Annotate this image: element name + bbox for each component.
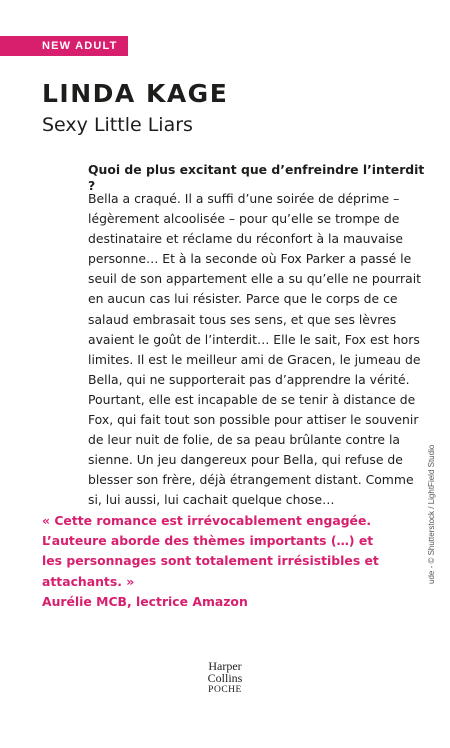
quote-line: « Cette romance est irrévocablement engagée. [42, 513, 372, 528]
series-tag: NEW ADULT [0, 36, 128, 56]
quote-line: L’auteure aborde des thèmes importants (…) et [42, 533, 374, 549]
synopsis-line: si, lui aussi, lui cachait quelque chose… [88, 492, 335, 508]
review-quote [42, 511, 402, 612]
synopsis-line: blesser son frère, déjà étrangement distant. Comme [88, 472, 414, 488]
synopsis-line: salaud embrasait tous ses sens, et que ses lèvres [88, 311, 397, 327]
author-name: LINDA KAGE [42, 79, 229, 108]
publisher-logo [180, 660, 270, 696]
synopsis [88, 189, 428, 511]
book-title: Sexy Little Liars [42, 114, 193, 136]
logo-line-collins: Collins [207, 671, 243, 685]
synopsis-line: Pourtant, elle est incapable de se tenir à distance de [88, 391, 416, 407]
synopsis-line: de leur nuit de folie, de sa peau brûlante contre la [88, 432, 401, 448]
photo-credit: ude - © Shutterstock / LightField Studio [427, 444, 436, 584]
synopsis-line: Bella, qui ne supporterait pas d’apprendre la vérité. [88, 371, 410, 387]
synopsis-line: destinataire et réclame du réconfort à la mauvaise [88, 231, 403, 247]
quote-attribution: Aurélie MCB, lectrice Amazon [42, 593, 248, 609]
synopsis-line: seuil de son appartement elle a su qu’elle ne pourrait [88, 271, 421, 287]
synopsis-line: Fox, qui fait tout son possible pour attiser le souvenir [88, 412, 419, 428]
synopsis-line: sienne. Un jeu dangereux pour Bella, qui refuse de [88, 452, 403, 468]
tagline: Quoi de plus excitant que d’enfreindre l’interdit ? [88, 162, 425, 193]
logo-line-harper: Harper [208, 659, 242, 673]
synopsis-line: Bella a craqué. Il a suffi d’une soirée de déprime – [88, 191, 400, 206]
synopsis-line: légèrement alcoolisée – pour qu’elle se trompe de [88, 211, 400, 227]
synopsis-line: en aucun cas lui résister. Parce que le corps de ce [88, 291, 398, 307]
synopsis-line: limites. Il est le meilleur ami de Gracen, le jumeau de [88, 351, 421, 367]
synopsis-line: personne… Et à la seconde où Fox Parker a passé le [88, 251, 412, 267]
quote-line: attachants. » [42, 573, 135, 589]
logo-line-poche: POCHE [208, 685, 242, 695]
synopsis-line: avaient le goût de l’interdit… Elle le sait, Fox est hors [88, 331, 420, 347]
quote-line: les personnages sont totalement irrésistibles et [42, 553, 379, 569]
